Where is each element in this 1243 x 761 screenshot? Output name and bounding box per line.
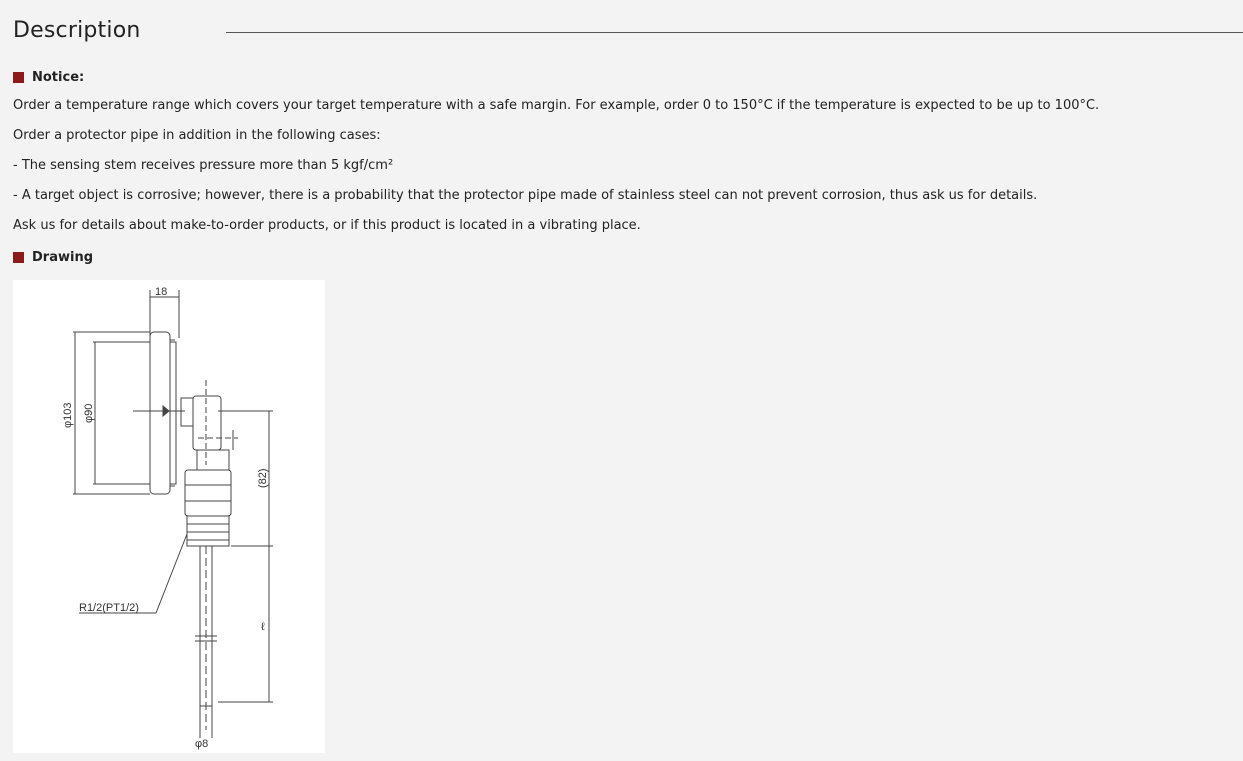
drawing-heading [13,248,93,266]
label-depth: 18 [155,286,168,298]
notice-heading-label: Notice: [32,69,85,85]
notice-heading [13,68,84,86]
technical-drawing [13,280,325,753]
title-divider [226,32,1243,33]
drawing-heading-label: Drawing [32,249,94,265]
notice-line-2: Order a protector pipe in addition in the following cases: [13,128,381,143]
label-stem-length: ℓ [261,621,265,633]
label-inner-dia: φ90 [83,403,95,423]
label-length: (82) [257,468,269,488]
notice-line-4: - A target object is corrosive; however, there is a probability that the protector pipe made of stainless steel can not prevent corrosion, thus ask us for details. [13,188,1038,203]
thermometer-drawing-svg [13,280,325,753]
notice-line-1: Order a temperature range which covers your target temperature with a safe margin. For example, order 0 to 150°C if the temperature is expected to be up to 100°C. [13,98,1100,113]
notice-line-3: - The sensing stem receives pressure more than 5 kgf/cm² [13,158,394,173]
notice-line-5: Ask us for details about make-to-order products, or if this product is located in a vibrating place. [13,218,641,233]
label-outer-dia: φ103 [62,402,74,428]
page-title: Description [13,18,141,43]
square-bullet-icon [13,252,24,263]
label-stem-dia: φ8 [195,738,209,750]
square-bullet-icon [13,72,24,83]
label-thread: R1/2(PT1/2) [79,602,139,614]
